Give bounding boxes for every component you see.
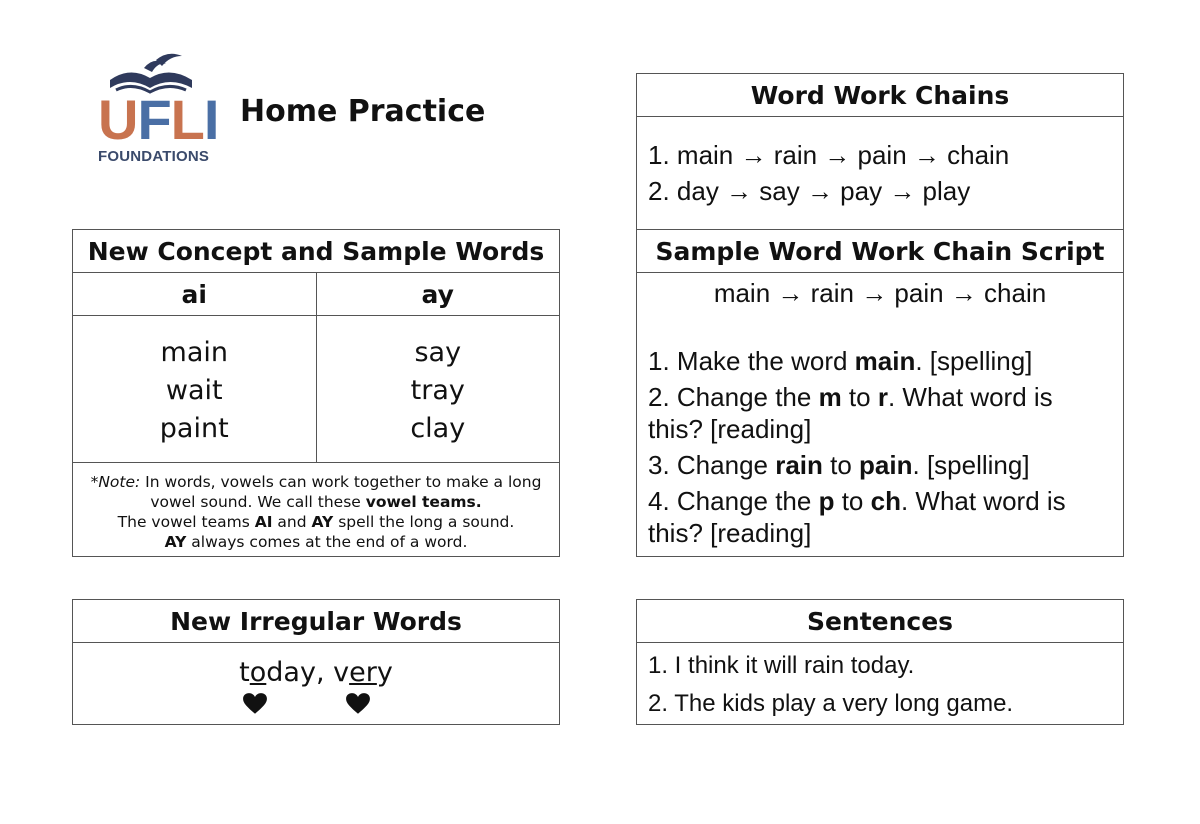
word-item: tray — [410, 375, 465, 406]
note-bold: AY — [164, 533, 187, 551]
script-step-1: 1. Make the word main. [spelling] — [648, 346, 1033, 376]
sentence-item: 1. I think it will rain today. — [648, 652, 915, 679]
page-title: Home Practice — [240, 94, 486, 129]
script-title: Sample Word Work Chain Script — [637, 230, 1123, 273]
heart-icon — [242, 691, 268, 717]
heart-part: o — [249, 657, 267, 688]
note-text: vowel sound. We call these — [150, 493, 366, 511]
word-item: wait — [165, 375, 223, 406]
irregular-title: New Irregular Words — [73, 600, 559, 643]
irregular-box — [72, 599, 560, 725]
col-header-ai: ai — [73, 273, 317, 315]
note-bold: AI — [254, 513, 273, 531]
irregular-word-very: very — [333, 657, 393, 688]
chains-box — [636, 73, 1124, 231]
sentences-list — [637, 643, 1123, 723]
script-chain: main → rain → pain → chain — [713, 278, 1047, 308]
note-text: and — [272, 513, 312, 531]
ufli-logo — [96, 50, 219, 168]
irregular-words: today , very — [73, 657, 559, 688]
irregular-word-today: today — [239, 657, 316, 688]
note-text: spell the long a sound. — [333, 513, 515, 531]
heart-part: er — [349, 657, 377, 688]
script-box — [636, 229, 1124, 557]
word-item: clay — [410, 413, 466, 444]
concept-word-lists — [73, 316, 559, 463]
concept-title: New Concept and Sample Words — [73, 230, 559, 273]
ai-word-list — [73, 316, 317, 462]
script-step-2: 2. Change the m to r. What word is this? [reading] — [648, 382, 1053, 444]
word-item: main — [160, 337, 228, 368]
note-bold: AY — [311, 513, 334, 531]
note-text: In words, vowels can work together to make a long — [140, 473, 542, 491]
logo-subtitle: FOUNDATIONS — [98, 148, 210, 165]
chain-item: 1. main → rain → pain → chain — [648, 140, 1010, 170]
logo-letters: UFLI — [98, 88, 219, 151]
note-text: The vowel teams — [117, 513, 255, 531]
ay-word-list — [317, 316, 560, 462]
word-item: paint — [159, 413, 229, 444]
word-item: say — [414, 337, 462, 368]
note-text: always comes at the end of a word. — [186, 533, 468, 551]
script-steps — [637, 311, 1123, 549]
sentences-box — [636, 599, 1124, 725]
concept-col-headers — [73, 273, 559, 316]
heart-icon — [345, 691, 371, 717]
concept-box — [72, 229, 560, 557]
sentences-title: Sentences — [637, 600, 1123, 643]
col-header-ay: ay — [421, 279, 454, 309]
concept-note — [73, 463, 559, 552]
note-label: *Note: — [90, 473, 141, 491]
chains-title: Word Work Chains — [637, 74, 1123, 117]
note-bold: vowel teams. — [365, 493, 482, 511]
chains-list — [637, 117, 1123, 209]
chain-item: 2. day → say → pay → play — [648, 176, 971, 206]
script-step-4: 4. Change the p to ch. What word is this? [reading] — [648, 486, 1066, 548]
sentence-item: 2. The kids play a very long game. — [648, 690, 1014, 717]
script-step-3: 3. Change rain to pain. [spelling] — [648, 450, 1030, 480]
